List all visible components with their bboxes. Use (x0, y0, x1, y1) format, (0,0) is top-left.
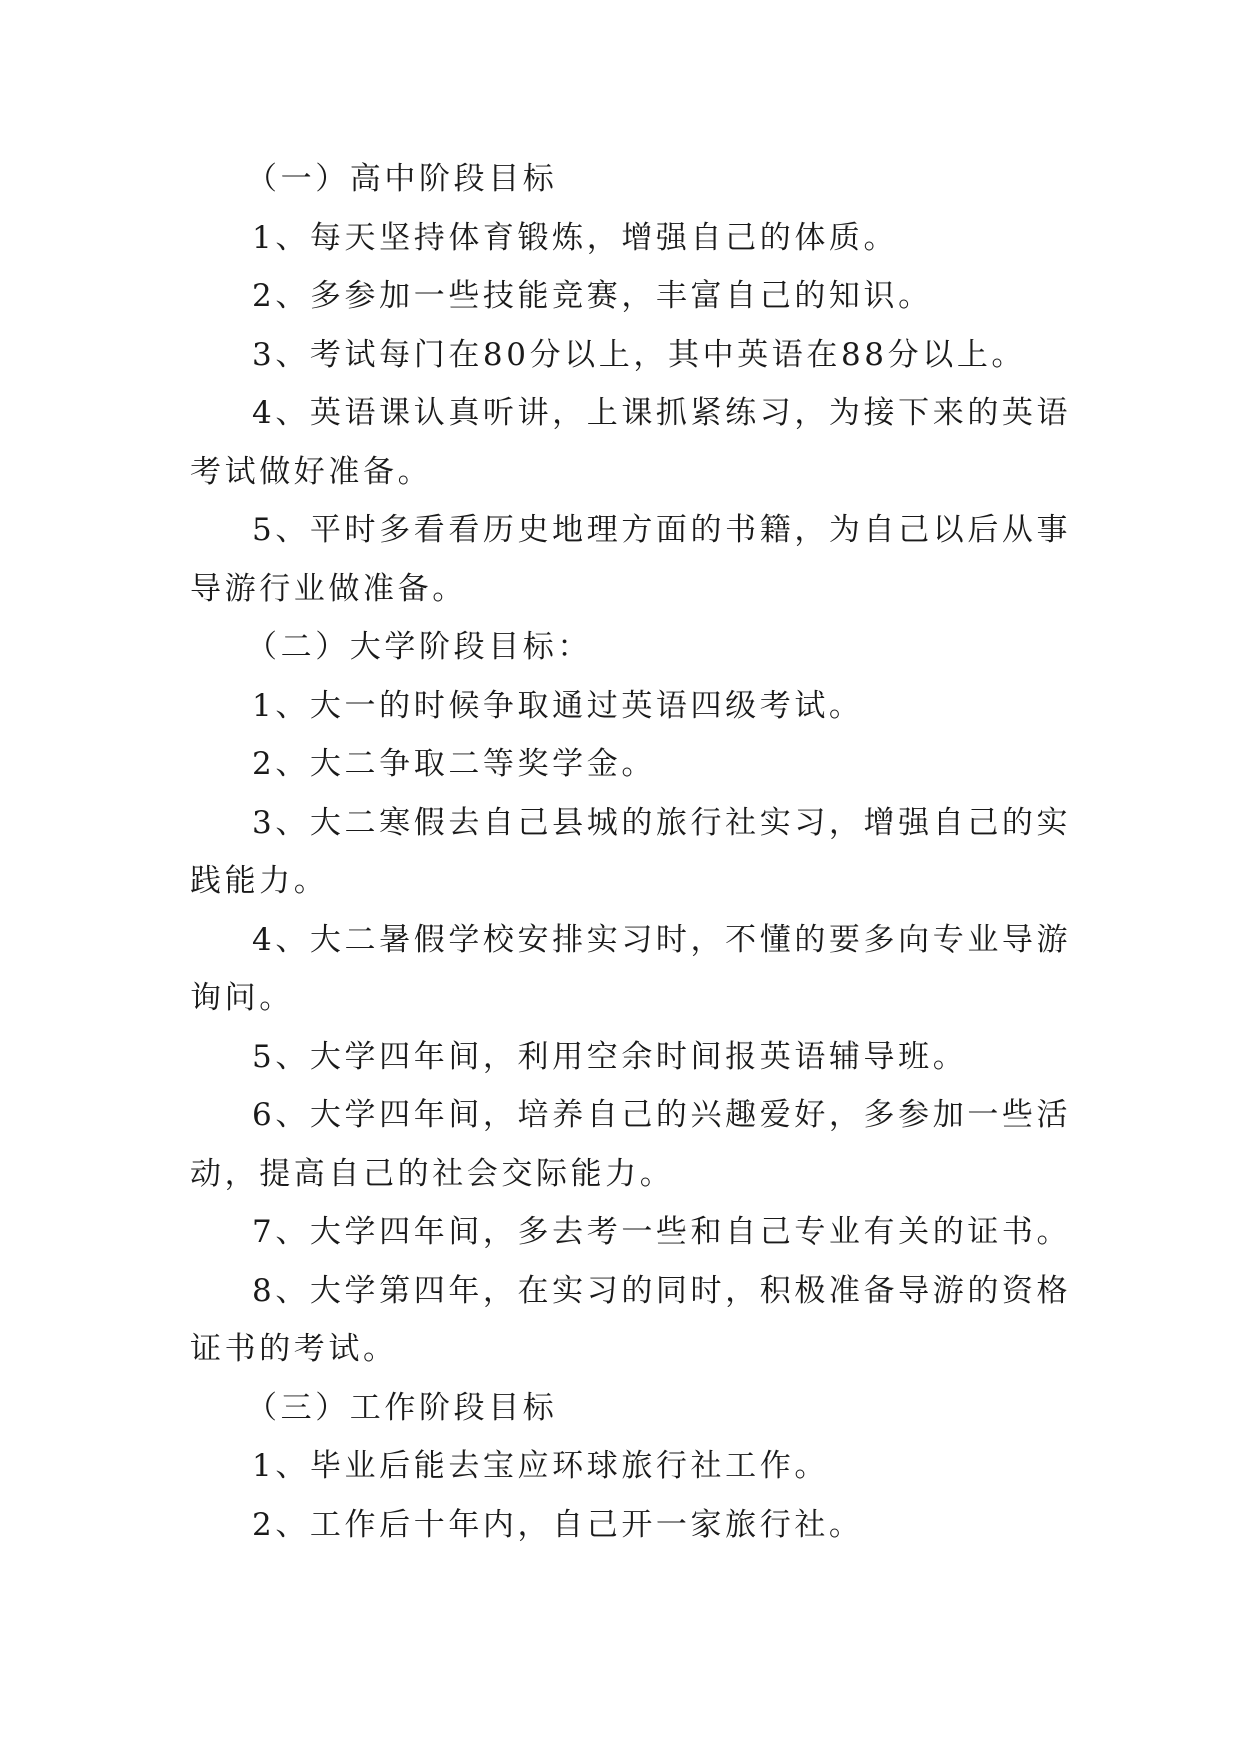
section-heading-high-school: （一）高中阶段目标 (246, 161, 558, 197)
document-body (190, 150, 1072, 1554)
goal-item-continuation: 询问。 (190, 980, 294, 1016)
goal-item: 1、大一的时候争取通过英语四级考试。 (252, 687, 864, 724)
goal-item: 1、毕业后能去宝应环球旅行社工作。 (252, 1448, 829, 1484)
goal-item-continuation: 证书的考试。 (190, 1331, 398, 1367)
goal-item-continuation: 践能力。 (190, 863, 329, 899)
goal-item: 4、大二暑假学校安排实习时，不懂的要多向专业导游 (252, 921, 1072, 958)
goal-item: 8、大学第四年，在实习的同时，积极准备导游的资格 (252, 1272, 1072, 1309)
goal-item-continuation: 导游行业做准备。 (190, 570, 467, 607)
goal-item-continuation: 动，提高自己的社会交际能力。 (190, 1155, 675, 1192)
goal-item: 2、工作后十年内，自己开一家旅行社。 (252, 1506, 864, 1543)
goal-item: 5、大学四年间，利用空余时间报英语辅导班。 (252, 1038, 968, 1075)
goal-item: 6、大学四年间，培养自己的兴趣爱好，多参加一些活 (252, 1097, 1072, 1133)
goal-item: 2、大二争取二等奖学金。 (252, 746, 656, 782)
goal-item: 3、考试每门在80分以上，其中英语在88分以上。 (252, 336, 1027, 373)
section-heading-work: （三）工作阶段目标 (246, 1389, 558, 1426)
goal-item: 5、平时多看看历史地理方面的书籍，为自己以后从事 (252, 512, 1072, 548)
goal-item: 3、大二寒假去自己县城的旅行社实习，增强自己的实 (252, 804, 1072, 841)
section-heading-university: （二）大学阶段目标： (246, 629, 592, 665)
goal-item: 1、每天坚持体育锻炼，增强自己的体质。 (252, 219, 899, 256)
goal-item: 4、英语课认真听讲，上课抓紧练习，为接下来的英语 (252, 395, 1072, 431)
goal-item: 2、多参加一些技能竞赛，丰富自己的知识。 (252, 278, 933, 314)
goal-item-continuation: 考试做好准备。 (190, 453, 433, 490)
goal-item: 7、大学四年间，多去考一些和自己专业有关的证书。 (252, 1214, 1072, 1250)
